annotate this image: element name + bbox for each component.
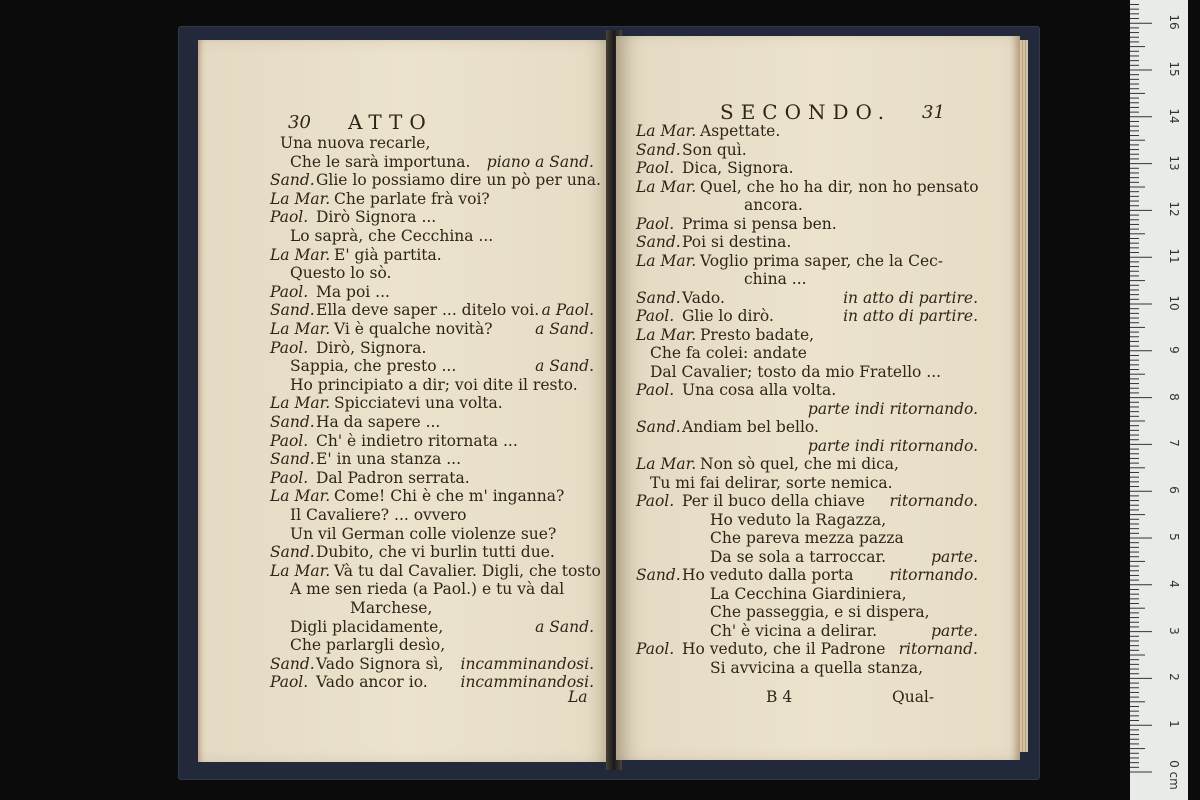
left-catchword: La: [568, 688, 588, 706]
verse-line: Che le sarà importuna.: [290, 152, 471, 171]
right-page-number: 31: [922, 102, 945, 123]
left-running-head: ATTO: [348, 110, 433, 134]
verse-line: Ma poi ...: [316, 282, 390, 301]
speaker-name: La Mar.: [270, 394, 331, 413]
stage-direction: in atto di partire.: [843, 288, 978, 307]
ruler-label: 9: [1167, 345, 1181, 354]
ruler-label: 11: [1167, 248, 1181, 264]
ruler-label: 15: [1167, 61, 1181, 77]
verse-line: Ella deve saper ... ditelo voi.: [316, 301, 540, 320]
ruler-label: 16: [1167, 14, 1181, 30]
verse-line: Ch' è indietro ritornata ...: [316, 431, 518, 450]
ruler-label: 13: [1167, 154, 1181, 171]
verse-line: Una cosa alla volta.: [682, 381, 837, 399]
speaker-name: Paol.: [270, 673, 309, 692]
ruler-label: 7: [1167, 439, 1181, 448]
verse-line: Dica, Signora.: [682, 159, 794, 177]
speaker-name: Sand.: [636, 418, 681, 436]
stage-direction: parte indi ritornando.: [807, 399, 978, 418]
speaker-name: Sand.: [270, 413, 315, 431]
speaker-name: Sand.: [636, 288, 681, 307]
speaker-name: Paol.: [636, 381, 675, 399]
verse-line: Che fa colei: andate: [650, 344, 807, 362]
verse-line: Poi si destina.: [682, 233, 792, 251]
verse-line: A me sen rieda (a Paol.) e tu và dal: [290, 580, 565, 599]
verse-line: E' in una stanza ...: [316, 450, 462, 469]
verse-line: Questo lo sò.: [290, 264, 392, 283]
verse-line: La Cecchina Giardiniera,: [710, 584, 907, 603]
verse-line: Glie lo dirò.: [682, 307, 774, 325]
stage-direction: ritornand.: [898, 640, 978, 658]
ruler-label: 12: [1167, 201, 1181, 218]
verse-line: Ch' è vicina a delirar.: [710, 621, 878, 640]
speaker-name: La Mar.: [636, 177, 697, 196]
speaker-name: Sand.: [270, 543, 315, 562]
verse-line: ancora.: [744, 196, 803, 214]
verse-line: Andiam bel bello.: [682, 418, 819, 436]
verse-line: Si avvicina a quella stanza,: [710, 658, 924, 677]
speaker-name: Sand.: [270, 654, 315, 673]
right-page: [616, 36, 1020, 760]
speaker-name: Sand.: [270, 171, 315, 190]
speaker-name: Sand.: [636, 140, 681, 159]
stage-direction: ritornando.: [889, 492, 978, 510]
speaker-name: Paol.: [270, 468, 309, 487]
verse-line: Sappia, che presto ...: [290, 357, 457, 376]
verse-line: Và tu dal Cavalier. Digli, che tosto: [334, 561, 601, 580]
verse-line: Presto badate,: [700, 325, 815, 344]
verse-line: Dirò Signora ...: [316, 208, 437, 227]
verse-line: Voglio prima saper, che la Cec-: [700, 251, 944, 270]
speaker-name: La Mar.: [270, 487, 331, 506]
speaker-name: Sand.: [270, 301, 315, 320]
stage-direction: piano a Sand.: [486, 152, 594, 171]
verse-line: E' già partita.: [334, 245, 442, 264]
verse-line: Ho veduto dalla porta: [682, 566, 854, 584]
verse-line: Ho principiato a dir; voi dite il resto.: [290, 375, 578, 394]
verse-line: Non sò quel, che mi dica,: [700, 455, 899, 473]
stage-direction: a Sand.: [535, 617, 594, 636]
verse-line: Aspettate.: [700, 122, 781, 140]
verse-line: Tu mi fai delirar, sorte nemica.: [650, 473, 893, 492]
verse-line: Vado ancor io.: [316, 673, 428, 692]
verse-line: Ha da sapere ...: [316, 413, 441, 431]
ruler-label: 1: [1167, 720, 1181, 728]
verse-line: Prima si pensa ben.: [682, 214, 837, 233]
verse-line: Come! Chi è che m' inganna?: [334, 487, 565, 506]
verse-line: Glie lo possiamo dire un pò per una.: [316, 171, 601, 190]
left-page-number: 30: [288, 112, 311, 133]
ruler-label: 4: [1167, 579, 1181, 588]
verse-line: Che parlargli desìo,: [290, 636, 446, 655]
verse-line: Ho veduto, che il Padrone: [682, 640, 886, 658]
verse-line: Dal Padron serrata.: [316, 468, 470, 487]
verse-line: Un vil German colle violenze sue?: [290, 524, 557, 543]
speaker-name: La Mar.: [636, 455, 697, 473]
verse-line: Vi è qualche novità?: [334, 320, 493, 338]
verse-line: Che parlate frà voi?: [334, 189, 490, 208]
verse-line: Che pareva mezza pazza: [710, 529, 904, 547]
speaker-name: Paol.: [636, 159, 675, 177]
speaker-name: Sand.: [636, 566, 681, 584]
verse-line: Lo saprà, che Cecchina ...: [290, 227, 494, 245]
verse-line: Una nuova recarle,: [280, 134, 431, 152]
speaker-name: Paol.: [270, 431, 309, 450]
verse-line: Ho veduto la Ragazza,: [710, 510, 887, 529]
speaker-name: Paol.: [636, 492, 675, 510]
verse-line: Per il buco della chiave: [682, 492, 865, 510]
verse-line: Dirò, Signora.: [316, 338, 427, 357]
ruler-label: 2: [1167, 673, 1181, 682]
ruler-label: 5: [1167, 533, 1181, 541]
verse-line: Marchese,: [350, 599, 433, 617]
stage-direction: parte indi ritornando.: [807, 436, 978, 455]
speaker-name: Paol.: [636, 214, 675, 233]
stage-direction: parte.: [931, 621, 978, 640]
ruler-label: 8: [1167, 392, 1181, 401]
speaker-name: La Mar.: [636, 122, 697, 140]
verse-line: Dal Cavalier; tosto da mio Fratello ...: [650, 362, 942, 381]
stage-direction: in atto di partire.: [843, 307, 978, 325]
stage-direction: a Sand.: [535, 320, 594, 338]
verse-line: Da se sola a tarroccar.: [710, 547, 887, 566]
speaker-name: La Mar.: [636, 325, 697, 344]
verse-line: Quel, che ho ha dir, non ho pensato: [700, 177, 979, 196]
right-running-head: SECONDO.: [720, 100, 892, 124]
stage-direction: incamminandosi.: [460, 654, 594, 673]
ruler-label: 6: [1167, 486, 1181, 494]
stage-direction: a Paol.: [541, 301, 594, 320]
verse-line: Digli placidamente,: [290, 617, 444, 636]
right-catchword: Qual-: [892, 688, 935, 706]
speaker-name: Sand.: [636, 233, 681, 251]
stage-direction: ritornando.: [889, 566, 978, 584]
verse-line: Vado.: [682, 288, 725, 307]
speaker-name: La Mar.: [270, 320, 331, 338]
speaker-name: Paol.: [636, 640, 675, 658]
speaker-name: La Mar.: [270, 189, 331, 208]
speaker-name: Sand.: [270, 450, 315, 469]
speaker-name: Paol.: [270, 338, 309, 357]
verse-line: Spicciatevi una volta.: [334, 394, 503, 413]
speaker-name: Paol.: [270, 208, 309, 227]
verse-line: Dubito, che vi burlin tutti due.: [316, 543, 555, 562]
speaker-name: La Mar.: [636, 251, 697, 270]
ruler-label: 14: [1167, 108, 1181, 124]
speaker-name: La Mar.: [270, 245, 331, 264]
speaker-name: La Mar.: [270, 561, 331, 580]
verse-line: Vado Signora sì,: [316, 654, 444, 673]
right-signature: B 4: [766, 688, 793, 706]
stage-direction: parte.: [931, 547, 978, 566]
ruler-label: 3: [1167, 626, 1181, 635]
verse-line: Che passeggia, e si dispera,: [710, 603, 930, 621]
ruler-label: 0 cm: [1167, 760, 1181, 790]
verse-line: china ...: [744, 270, 807, 288]
measurement-ruler: [1130, 0, 1188, 800]
speaker-name: Paol.: [636, 307, 675, 325]
stage-direction: a Sand.: [535, 357, 594, 376]
left-page: [198, 40, 612, 762]
ruler-label: 10: [1167, 295, 1181, 311]
verse-line: Il Cavaliere? ... ovvero: [290, 506, 467, 524]
speaker-name: Paol.: [270, 282, 309, 301]
stage-direction: incamminandosi.: [460, 673, 594, 692]
verse-line: Son quì.: [682, 140, 747, 159]
